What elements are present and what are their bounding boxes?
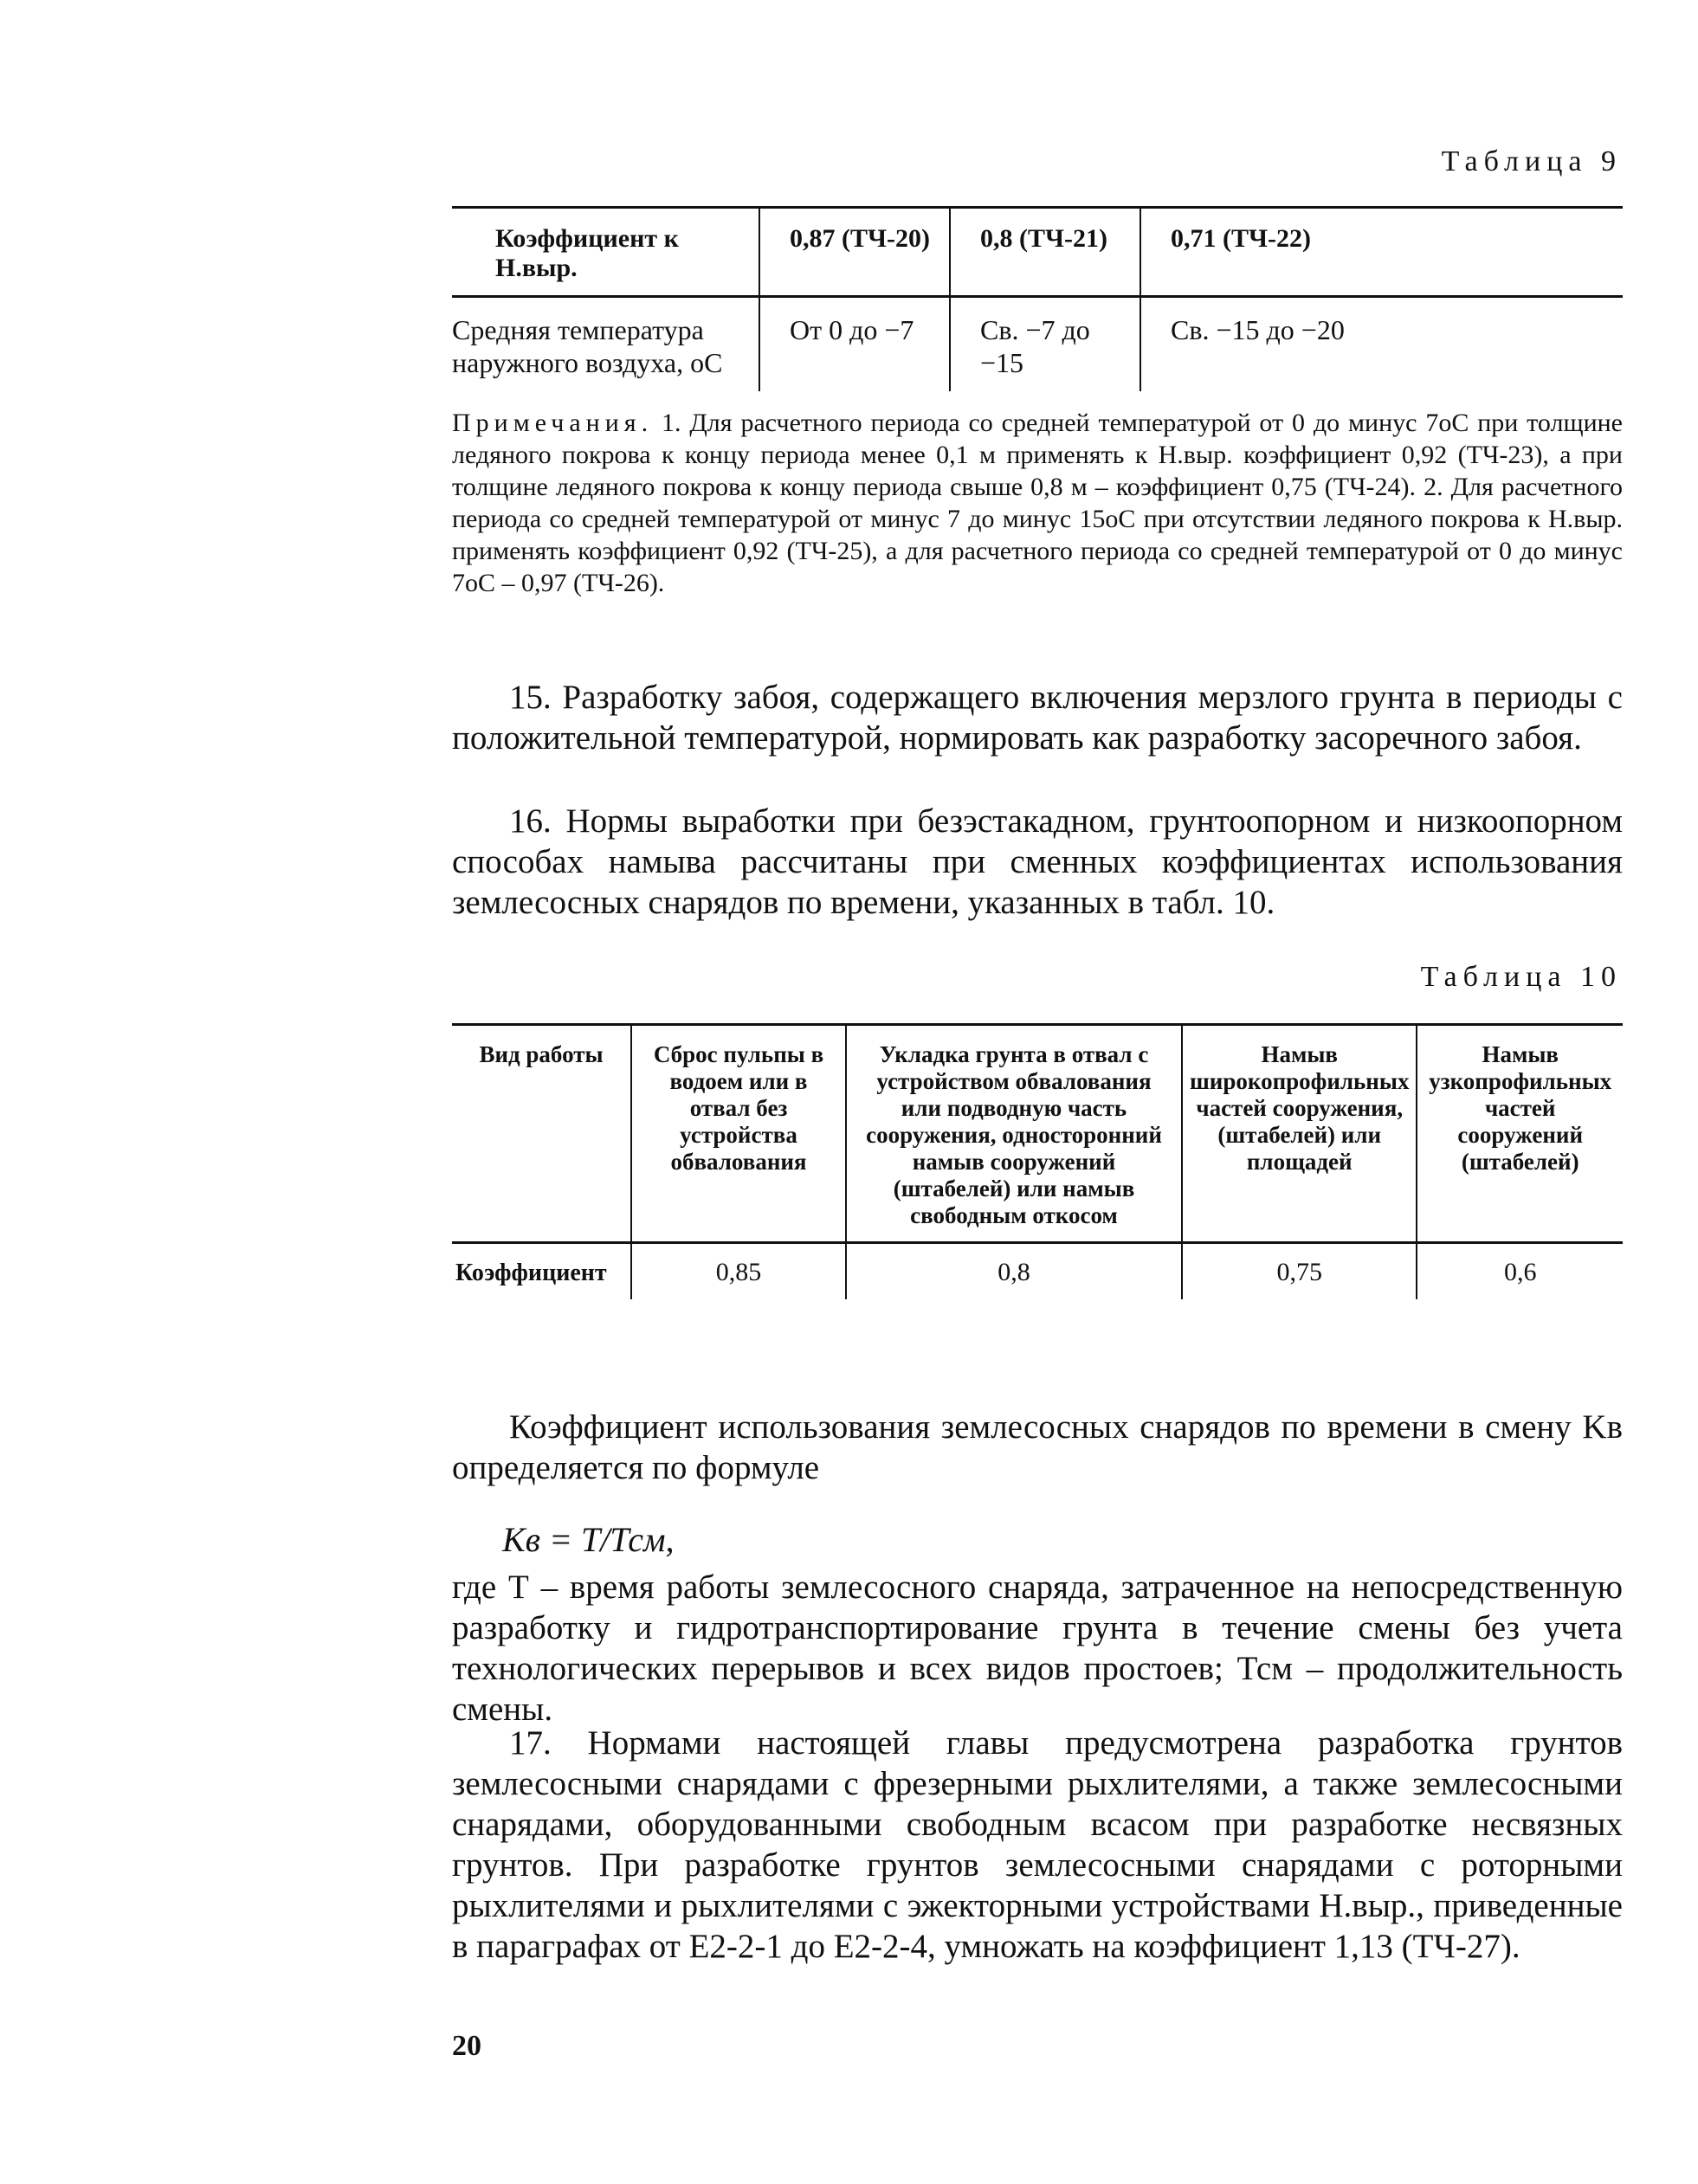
formula: Kв = Т/Тсм,	[502, 1520, 675, 1559]
table-9-cell: От 0 до −7	[759, 297, 950, 392]
table-9-row	[452, 297, 1623, 392]
table-9-header-cell: 0,87 (ТЧ-20)	[759, 208, 950, 297]
paragraph-where: где Т – время работы землесосного снаряда, затраченное на непосредственную разработку и гидротранспортирование грунта в течение смены без учета технологических перерывов и всех видов простоев; Тсм – продолжительность смены.	[452, 1569, 1623, 1728]
table-9-cell: Средняя температура наружного воздуха, оС	[452, 314, 723, 378]
table-10-header-cell: Намыв узкопрофильных частей сооружений (штабелей)	[1417, 1025, 1623, 1243]
table-10-cell: 0,6	[1417, 1243, 1623, 1300]
table-10-cell: 0,85	[631, 1243, 846, 1300]
table-9-header-cell: Коэффициент к Н.выр.	[452, 208, 759, 297]
table-9-header-cell: 0,71 (ТЧ-22)	[1140, 208, 1623, 297]
table-10-cell: Коэффициент	[455, 1260, 607, 1286]
paragraph-17: 17. Нормами настоящей главы предусмотрена разработка грунтов землесосными снарядами с фрезерными рыхлителями, а также землесосными снарядами, оборудованными свободным всасом при разработке несвязных грунтов. При разработке грунтов землесосными снарядами с роторными рыхлителями и рыхлителями с эжекторными устройствами Н.выр., приведенные в параграфах от Е2-2-1 до Е2-2-4, умножать на коэффициент 1,13 (ТЧ-27).	[452, 1724, 1623, 1965]
table-10-header-cell: Намыв широкопрофильных частей сооружения, (штабелей) или площадей	[1182, 1025, 1417, 1243]
paragraph-15: 15. Разработку забоя, содержащего включения мерзлого грунта в периоды с положительной температурой, нормировать как разработку засоречного забоя.	[452, 679, 1623, 757]
table-10-header-cell: Укладка грунта в отвал с устройством обвалования или подводную часть сооружения, односторонний намыв сооружений (штабелей) или намыв свободным откосом	[846, 1025, 1182, 1243]
table-10-cell: 0,8	[846, 1243, 1182, 1300]
table-10-row	[452, 1243, 1623, 1300]
table-10-cell: 0,75	[1182, 1243, 1417, 1300]
table-9-caption: Таблица 9	[1441, 145, 1622, 177]
paragraph-kv: Коэффициент использования землесосных снарядов по времени в смену Kв определяется по формуле	[452, 1408, 1623, 1486]
table-9-notes	[452, 407, 1623, 599]
notes-label: Примечания.	[452, 409, 654, 437]
table-9-cell: Св. −15 до −20	[1140, 297, 1623, 392]
table-9-header-cell: 0,8 (ТЧ-21)	[950, 208, 1140, 297]
table-9-cell: Св. −7 до −15	[950, 297, 1140, 392]
table-10-header-cell: Вид работы	[452, 1025, 631, 1243]
notes-text: 1. Для расчетного периода со средней температурой от 0 до минус 7оС при толщине ледяного покрова к концу периода менее 0,1 м применять к Н.выр. коэффициент 0,92 (ТЧ-23), а при толщине ледяного покрова к концу периода свыше 0,8 м – коэффициент 0,75 (ТЧ-24). 2. Для расчетного периода со средней температурой от минус 7 до минус 15оС при отсутствии ледяного покрова к Н.выр. применять коэффициент 0,92 (ТЧ-25), а для расчетного периода со средней температурой от 0 до минус 7оС – 0,97 (ТЧ-26).	[452, 409, 1623, 597]
table-9	[452, 206, 1623, 391]
table-10	[452, 1023, 1623, 1299]
table-10-header-row	[452, 1025, 1623, 1243]
paragraph-16: 16. Нормы выработки при безэстакадном, грунтоопорном и низкоопорном способах намыва рассчитаны при сменных коэффициентах использования землесосных снарядов по времени, указанных в табл. 10.	[452, 802, 1623, 921]
table-10-header-cell: Сброс пульпы в водоем или в отвал без устройства обвалования	[631, 1025, 846, 1243]
page-number: 20	[452, 2030, 481, 2062]
table-9-header-row	[452, 208, 1623, 297]
table-10-caption: Таблица 10	[1420, 961, 1622, 993]
